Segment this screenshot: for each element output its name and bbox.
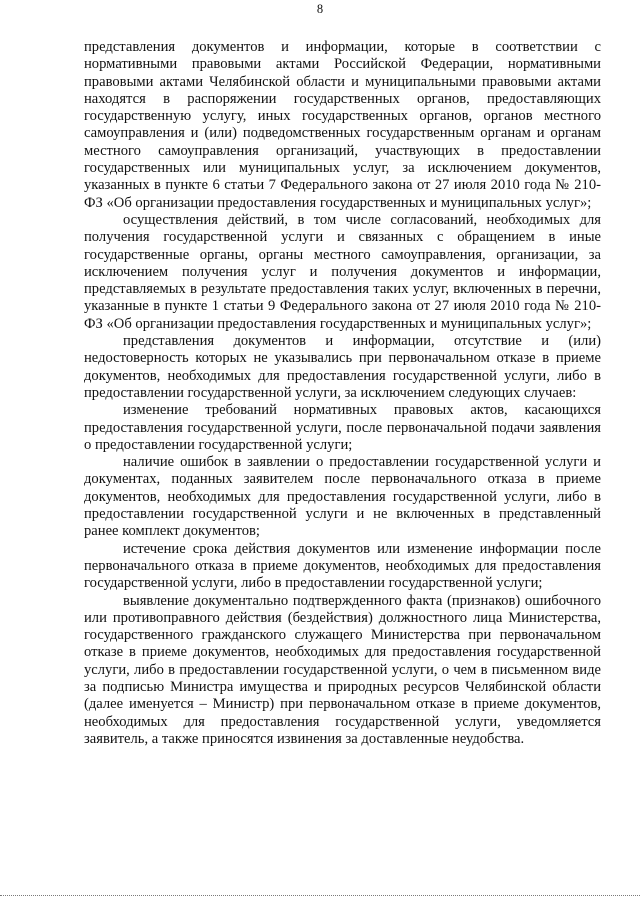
paragraph-exception-errors: наличие ошибок в заявлении о предоставлении государственной услуги и документах, поданных заявителем после первоначального отказа в приеме документов, необходимых для предоставления государственной услуги, либо в предоставлении государственной услуги и не включенных в представленный ранее комплект документов; [84, 454, 601, 540]
paragraph-documents-continuation: представления документов и информации, которые в соответствии с нормативными правовыми актами Российской Федерации, нормативными правовыми актами Челябинской области и муниципальными правовыми актами находятся в распоряжении государственных органов, предоставляющих государственную услугу, иных государственных органов, органов местного самоуправления и (или) подведомственных государственным органам и органам местного самоуправления организаций, участвующих в предоставлении государственных или муниципальных услуг, за исключением документов, указанных в пункте 6 статьи 7 Федерального закона от 27 июля 2010 года № 210-ФЗ «Об организации предоставления государственных и муниципальных услуг»; [84, 39, 601, 211]
footer-divider [0, 895, 640, 896]
paragraph-documents-not-indicated: представления документов и информации, отсутствие и (или) недостоверность которых не указывались при первоначальном отказе в приеме документов, необходимых для предоставления государственной услуги, либо в предоставлении государственной услуги, за исключением следующих случаев: [84, 333, 601, 401]
page-number: 8 [316, 2, 324, 16]
paragraph-exception-wrongful-action: выявление документально подтвержденного факта (признаков) ошибочного или противоправного действия (бездействия) должностного лица Министерства, государственного гражданского служащего Министерства при первоначальном отказе в приеме документов, необходимых для предоставления государственной услуги, либо в предоставлении государственной услуги, о чем в письменном виде за подписью Министра имущества и природных ресурсов Челябинской области (далее именуется – Министр) при первоначальном отказе в приеме документов, необходимых для предоставления государственной услуги, уведомляется заявитель, а также приносятся извинения за доставленные неудобства. [84, 592, 601, 747]
paragraph-exception-expiry: истечение срока действия документов или изменение информации после первоначального отказа в приеме документов, необходимых для предоставления государственной услуги, либо в предоставлении государственной услуги; [84, 540, 601, 592]
paragraph-exception-requirements-change: изменение требований нормативных правовых актов, касающихся предоставления государственной услуги, после первоначальной подачи заявления о предоставлении государственной услуги; [84, 402, 601, 453]
paragraph-actions-approvals: осуществления действий, в том числе согласований, необходимых для получения государственной услуги и связанных с обращением в иные государственные органы, органы местного самоуправления, организации, за исключением получения услуг и получения документов и информации, представляемых в результате предоставления таких услуг, включенных в перечни, указанные в пункте 1 статьи 9 Федерального закона от 27 июля 2010 года № 210-ФЗ «Об организации предоставления государственных и муниципальных услуг»; [84, 211, 601, 332]
document-body [84, 39, 601, 748]
